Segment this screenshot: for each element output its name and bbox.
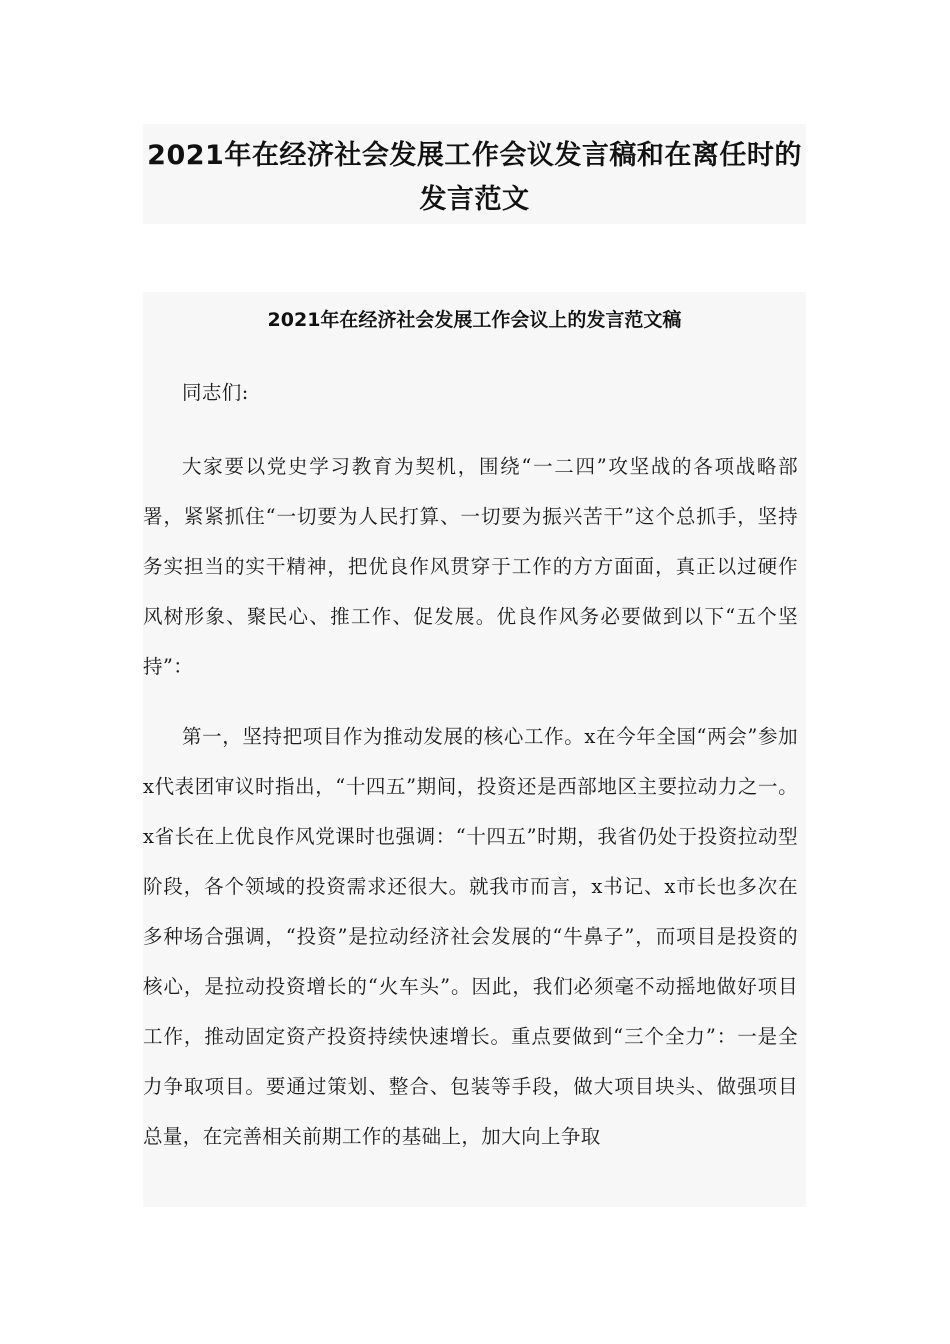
document-subtitle: 2021年在经济社会发展工作会议上的发言范文稿: [267, 309, 682, 331]
document-title: 2021年在经济社会发展工作会议发言稿和在离任时的发言范文: [147, 140, 802, 215]
title-block: [143, 124, 806, 224]
document-body: [143, 292, 806, 1207]
greeting: 同志们:: [182, 381, 249, 404]
paragraph-1: 大家要以党史学习教育为契机，围绕“一二四”攻坚战的各项战略部署，紧紧抓住“一切要为人民打算、一切要为振兴苦干”这个总抓手，坚持务实担当的实干精神，把优良作风贯穿于工作的方方面面，真正以过硬作风树形象、聚民心、推工作、促发展。优良作风务必要做到以下“五个坚持”：: [143, 455, 798, 678]
paragraph-2: 第一，坚持把项目作为推动发展的核心工作。x在今年全国“两会”参加x代表团审议时指出，“十四五”期间，投资还是西部地区主要拉动力之一。x省长在上优良作风党课时也强调：“十四五”时期，我省仍处于投资拉动型阶段，各个领域的投资需求还很大。就我市而言，x书记、x市长也多次在多种场合强调，“投资”是拉动经济社会发展的“牛鼻子”，而项目是投资的核心，是拉动投资增长的“火车头”。因此，我们必须毫不动摇地做好项目工作，推动固定资产投资持续快速增长。重点要做到“三个全力”：一是全力争取项目。要通过策划、整合、包装等手段，做大项目块头、做强项目总量，在完善相关前期工作的基础上，加大向上争取: [143, 725, 798, 1148]
